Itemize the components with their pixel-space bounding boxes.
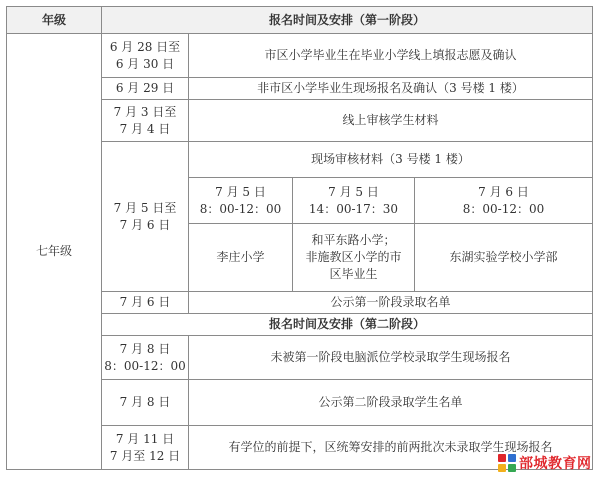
slot-school-cell: 李庄小学	[189, 224, 293, 292]
date-line: 7 月 6 日	[119, 217, 171, 232]
date-line: 7 月 8 日	[119, 341, 171, 356]
logo-square-blue	[508, 454, 516, 462]
desc-cell: 公示第二阶段录取学生名单	[189, 380, 593, 426]
slot-time-cell	[189, 178, 293, 224]
date-cell	[102, 142, 189, 292]
logo-square-yellow	[498, 464, 506, 472]
site-watermark	[498, 452, 598, 474]
date-cell	[102, 336, 189, 380]
slot-school-cell: 东湖实验学校小学部	[415, 224, 593, 292]
watermark-text: 部城教育网	[519, 456, 592, 472]
desc-cell: 非市区小学毕业生现场报名及确认（3 号楼 1 楼）	[189, 78, 593, 100]
watermark-logo-icon	[498, 454, 516, 472]
stage1-header: 报名时间及安排（第一阶段）	[102, 7, 593, 34]
slot-date: 7 月 6 日	[478, 184, 529, 199]
school-line: 区毕业生	[329, 267, 378, 281]
desc-cell: 未被第一阶段电脑派位学校录取学生现场报名	[189, 336, 593, 380]
date-line: 7 月至 12 日	[109, 448, 181, 463]
grade-cell: 七年级	[7, 34, 102, 470]
date-line: 7 月 11 日	[115, 431, 175, 446]
stage2-header: 报名时间及安排（第二阶段）	[102, 314, 593, 336]
school-line: 和平东路小学；	[311, 233, 396, 247]
slot-school-cell	[293, 224, 415, 292]
logo-square-red	[498, 454, 506, 462]
desc-cell: 线上审核学生材料	[189, 100, 593, 142]
date-cell: 7 月 8 日	[102, 380, 189, 426]
desc-cell: 现场审核材料（3 号楼 1 楼）	[189, 142, 593, 178]
enrollment-schedule-table	[6, 6, 593, 470]
slot-date: 7 月 5 日	[215, 184, 266, 199]
slot-date: 7 月 5 日	[328, 184, 379, 199]
slot-time-cell	[293, 178, 415, 224]
date-cell: 7 月 6 日	[102, 292, 189, 314]
desc-cell: 有学位的前提下，区统筹安排的前两批次未录取学生现场报名	[189, 426, 593, 470]
date-line: 7 月 5 日至	[113, 200, 177, 215]
slot-time-cell	[415, 178, 593, 224]
grade-header: 年级	[7, 7, 102, 34]
date-line: 6 月 30 日	[115, 56, 175, 71]
logo-square-green	[508, 464, 516, 472]
date-cell	[102, 100, 189, 142]
school-line: 非施教区小学的市	[305, 250, 402, 264]
date-cell	[102, 426, 189, 470]
date-line: 7 月 4 日	[119, 121, 171, 136]
desc-cell: 市区小学毕业生在毕业小学线上填报志愿及确认	[189, 34, 593, 78]
date-cell	[102, 34, 189, 78]
table-row	[7, 34, 593, 78]
desc-cell: 公示第一阶段录取名单	[189, 292, 593, 314]
slot-time: 14：00-17：30	[308, 201, 399, 216]
date-cell: 6 月 29 日	[102, 78, 189, 100]
slot-time: 8：00-12：00	[462, 201, 545, 216]
slot-time: 8：00-12：00	[199, 201, 282, 216]
date-line: 8：00-12：00	[104, 358, 186, 373]
date-line: 7 月 3 日至	[113, 104, 177, 119]
date-line: 6 月 28 日至	[109, 39, 181, 54]
table-header-row	[7, 7, 593, 34]
